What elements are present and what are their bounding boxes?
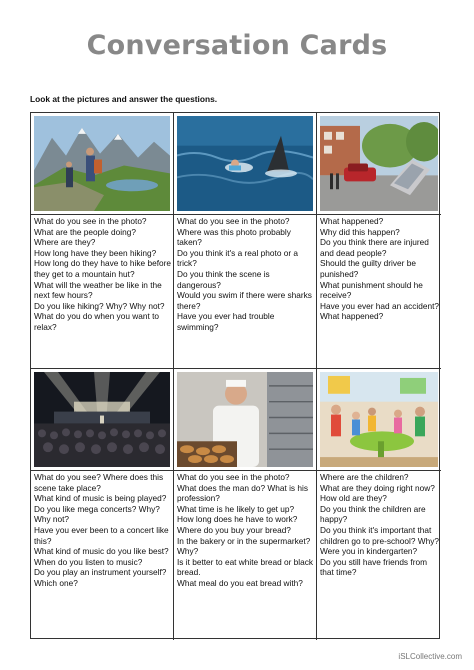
question: What happened?	[320, 311, 384, 322]
question: What meal do you eat bread with?	[177, 577, 303, 588]
question: Would you swim if there were sharks there?	[177, 290, 312, 311]
baker-image	[177, 372, 313, 467]
question: What do you see in the photo?	[34, 216, 147, 226]
kindergarten-children-image	[320, 372, 438, 467]
question: Where was this photo probably taken?	[177, 226, 291, 248]
card-grid	[30, 112, 440, 639]
question: Do you like hiking? Why? Why not?	[34, 300, 165, 311]
question: What do you see in the photo?	[177, 216, 290, 226]
question: Do you think it's important that children go to pre-school? Why?	[320, 524, 439, 546]
question: Should the guilty driver be punished?	[320, 258, 416, 279]
question: Do you think the children are happy?	[320, 503, 426, 525]
question: Do you think the scene is dangerous?	[177, 268, 270, 290]
shark-swimmer-image	[177, 116, 313, 211]
question: What kind of music do you like best?	[34, 546, 169, 557]
car-accident-image	[320, 116, 438, 211]
card-1-questions	[31, 215, 174, 369]
question: Do you still have friends from that time?	[320, 556, 427, 578]
card-3-photo	[317, 113, 441, 215]
question: Do you play an instrument yourself? Which one?	[34, 567, 167, 588]
question: What happened?	[320, 216, 384, 226]
question: What are they doing right now?	[320, 482, 435, 493]
card-4-questions	[31, 471, 174, 640]
question: Were you in kindergarten?	[320, 546, 418, 557]
question: What kind of music is being played?	[34, 493, 167, 504]
question: Have you ever had trouble swimming?	[177, 311, 275, 332]
card-2-photo	[174, 113, 317, 215]
question: How long have they been hiking?	[34, 247, 157, 258]
question: Why did this happen?	[320, 226, 400, 237]
question: What punishment should he receive?	[320, 279, 423, 301]
page-title: Conversation Cards	[86, 30, 388, 61]
site-watermark: iSLCollective.com	[398, 652, 462, 661]
card-2-questions	[174, 215, 317, 369]
card-4-photo	[31, 369, 174, 471]
question: Do you like mega concerts? Why? Why not?	[34, 503, 160, 525]
question: How long does he have to work?	[177, 514, 298, 525]
question: What do you do when you want to relax?	[34, 311, 159, 332]
question: What are the people doing?	[34, 226, 136, 237]
question: How long do they have to hike before they get to a mountain hut?	[34, 258, 171, 279]
question: In the bakery or in the supermarket? Why?	[177, 535, 311, 557]
concert-crowd-image	[34, 372, 170, 467]
question: What will the weather be like in the next few hours?	[34, 279, 162, 301]
question: Have you ever been to a concert like this?	[34, 524, 169, 546]
card-5-photo	[174, 369, 317, 471]
question: When do you listen to music?	[34, 556, 143, 567]
card-5-questions	[174, 471, 317, 640]
question: Do you think there are injured and dead people?	[320, 237, 429, 258]
question: Have you ever had an accident?	[320, 300, 440, 311]
question: Where do you buy your bread?	[177, 524, 291, 535]
question: What do you see in the photo?	[177, 472, 290, 482]
question: What time is he likely to get up?	[177, 503, 295, 514]
mountain-hikers-image	[34, 116, 170, 211]
instruction-text: Look at the pictures and answer the questions.	[30, 94, 218, 104]
question: Is it better to eat white bread or black bread.	[177, 556, 314, 578]
card-6-photo	[317, 369, 441, 471]
question: Where are they?	[34, 237, 96, 248]
card-6-questions	[317, 471, 441, 640]
card-1-photo	[31, 113, 174, 215]
card-3-questions	[317, 215, 441, 369]
question: How old are they?	[320, 493, 387, 504]
question: Do you think it's a real photo or a trick?	[177, 247, 299, 269]
question: What do you see? Where does this scene take place?	[34, 472, 164, 493]
question: Where are the children?	[320, 472, 409, 482]
question: What does the man do? What is his profession?	[177, 482, 308, 504]
